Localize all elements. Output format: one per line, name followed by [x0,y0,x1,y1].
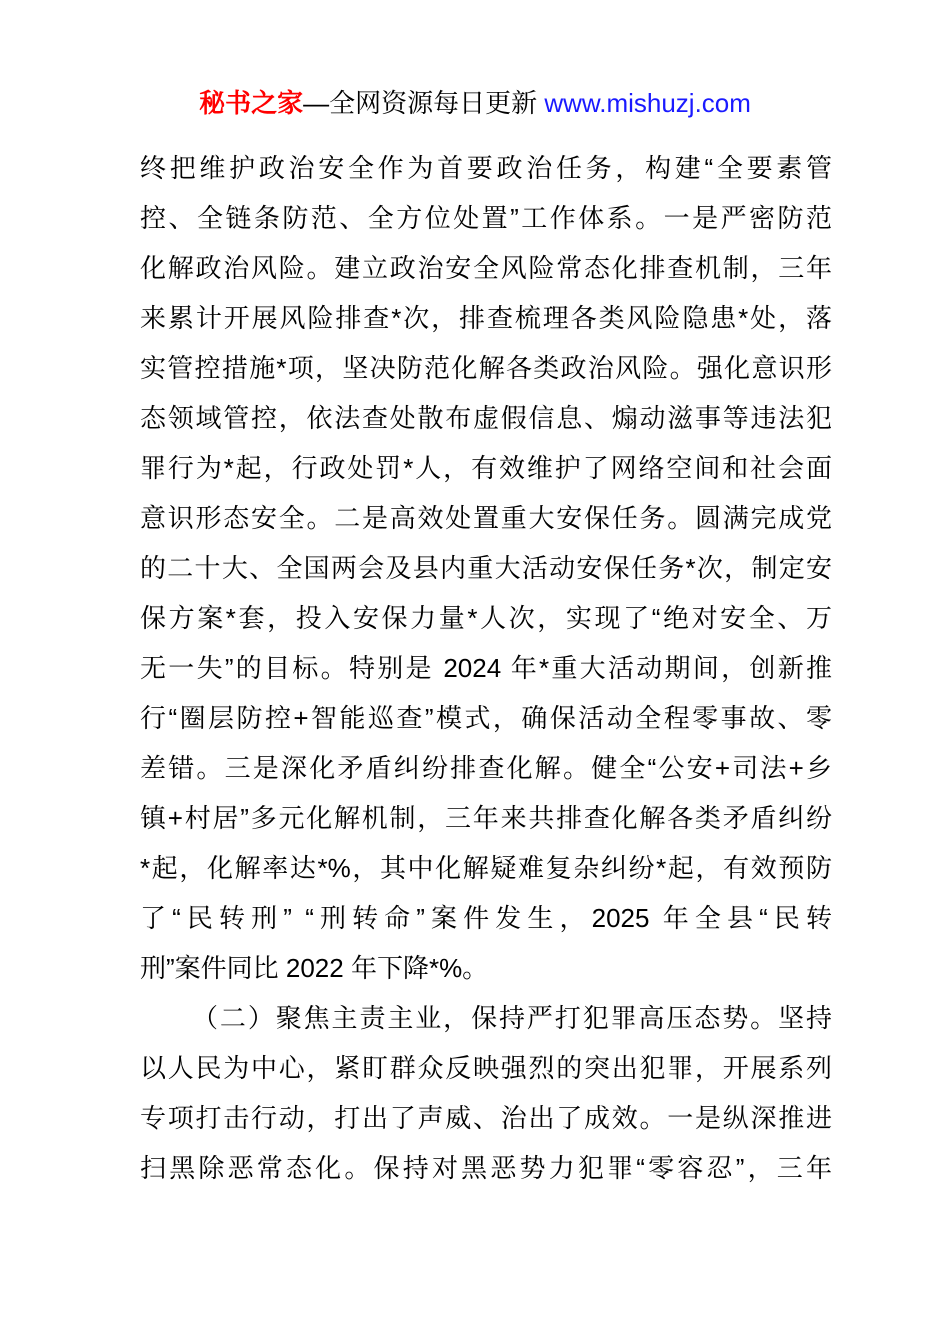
body-line: 保方案*套，投入安保力量*人次，实现了“绝对安全、万 [140,603,832,633]
body-line-paragraph-start: （二）聚焦主责主业，保持严打犯罪高压态势。坚持 [192,1003,832,1033]
body-line: 扫黑除恶常态化。保持对黑恶势力犯罪“零容忍”，三年 [140,1153,832,1183]
body-line: 刑”案件同比 2022 年下降*%。 [140,953,489,983]
body-line: 控、全链条防范、全方位处置”工作体系。一是严密防范 [140,203,832,233]
body-line: 的二十大、全国两会及县内重大活动安保任务*次，制定安 [140,553,832,583]
body-line: 终把维护政治安全作为首要政治任务，构建“全要素管 [140,153,832,183]
body-line: 镇+村居”多元化解机制，三年来共排查化解各类矛盾纠纷 [140,803,832,833]
body-line: 以人民为中心，紧盯群众反映强烈的突出犯罪，开展系列 [140,1053,832,1083]
body-line: 专项打击行动，打出了声威、治出了成效。一是纵深推进 [140,1103,832,1133]
document-text [140,143,832,1193]
body-line: 实管控措施*项，坚决防范化解各类政治风险。强化意识形 [140,353,832,383]
body-line: 化解政治风险。建立政治安全风险常态化排查机制，三年 [140,253,832,283]
site-tagline: —全网资源每日更新 [303,88,545,118]
body-line: 来累计开展风险排查*次，排查梳理各类风险隐患*处，落 [140,303,832,333]
body-line: 罪行为*起，行政处罚*人，有效维护了网络空间和社会面 [140,453,832,483]
body-line: 态领域管控，依法查处散布虚假信息、煽动滋事等违法犯 [140,403,832,433]
page-header [0,86,950,120]
site-name: 秘书之家 [199,88,304,118]
body-line: 了“民转刑” “刑转命”案件发生，2025 年全县“民转 [140,903,832,933]
body-line: 行“圈层防控+智能巡查”模式，确保活动全程零事故、零 [140,703,832,733]
body-line: 意识形态安全。二是高效处置重大安保任务。圆满完成党 [140,503,832,533]
body-line: *起，化解率达*%，其中化解疑难复杂纠纷*起，有效预防 [140,853,832,883]
site-url: www.mishuzj.com [544,88,751,118]
body-line: 无一失”的目标。特别是 2024 年*重大活动期间，创新推 [140,653,832,683]
body-line: 差错。三是深化矛盾纠纷排查化解。健全“公安+司法+乡 [140,753,832,783]
